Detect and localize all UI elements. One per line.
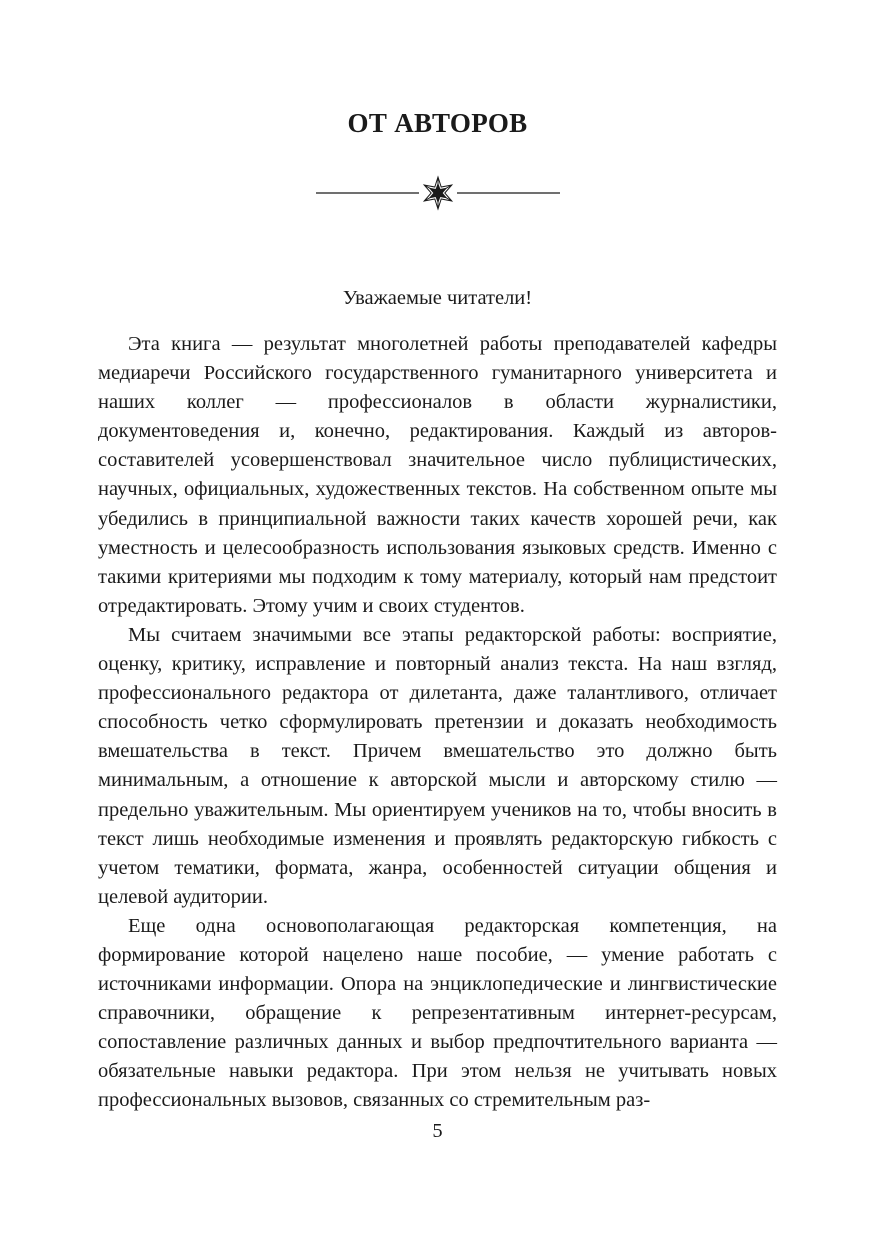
greeting: Уважаемые читатели!: [342, 287, 533, 309]
body-text: [98, 330, 777, 1116]
paragraph: Мы считаем значимыми все этапы редакторской работы: восприятие, оценку, критику, исправление и повторный анализ текста. На наш взгляд, профессионального редактора от дилетанта, даже талантливого, отличает способность четко сформулировать претензии и доказать необходимость вмешательства в текст. Причем вмешательство это должно быть минимальным, а отношение к авторской мысли и авторскому стилю — предельно уважительным. Мы ориентируем учеников на то, чтобы вносить в текст лишь необходимые изменения и проявлять редакторскую гибкость с учетом тематики, формата, жанра, особенностей ситуации общения и целевой аудитории.: [98, 623, 777, 908]
page-number: 5: [432, 1120, 443, 1142]
star-ornament-icon: [316, 175, 560, 211]
paragraph: Еще одна основополагающая редакторская компетенция, на формирование которой нацелено наше пособие, — умение работать с источниками информации. Опора на энциклопедические и лингвистические справочники, обращение к репрезентативным интернет-ресурсам, сопоставление различных данных и выбор предпочтительного варианта — обязательные навыки редактора. При этом нельзя не учитывать новых профессиональных вызовов, связанных со стремительным раз-: [98, 914, 777, 1112]
paragraph: Эта книга — результат многолетней работы преподавателей кафедры медиаречи Российского государственного гуманитарного университета и наших коллег — профессионалов в области журналистики, документоведения и, конечно, редактирования. Каждый из авторов-составителей усовершенствовал значительное число публицистических, научных, официальных, художественных текстов. На собственном опыте мы убедились в принципиальной важности таких качеств хорошей речи, как уместность и целесообразность использования языковых средств. Именно с такими критериями мы подходим к тому материалу, который нам предстоит отредактировать. Этому учим и своих студентов.: [98, 333, 777, 617]
page-title: ОТ АВТОРОВ: [347, 108, 528, 138]
